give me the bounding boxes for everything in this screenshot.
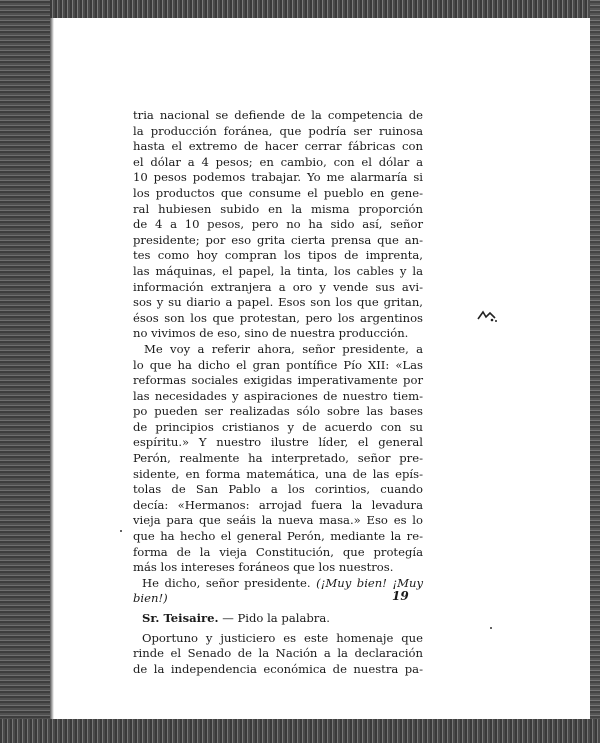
text-line: po pueden ser realizadas sólo sobre las bases bbox=[133, 404, 423, 419]
text-line: las necesidades y aspiraciones de nuestro tiem- bbox=[133, 388, 423, 403]
text-line: 10 pesos podemos trabajar. Yo me alarmaría si bbox=[133, 170, 423, 185]
text-line: ral hubiesen subido en la misma proporción bbox=[133, 201, 423, 216]
speaker-text: — Pido la palabra. bbox=[218, 611, 330, 625]
text-line: más los intereses foráneos que los nuestros. bbox=[133, 560, 394, 575]
text-line: decía: «Hermanos: arrojad fuera la levadura bbox=[133, 497, 423, 512]
text-line: de 4 a 10 pesos, pero no ha sido así, señor bbox=[133, 217, 423, 232]
text-line: Me voy a referir ahora, señor presidente, a bbox=[144, 341, 423, 356]
text-line: Oportuno y justiciero es este homenaje que bbox=[142, 630, 423, 645]
text-line: vieja para que seáis la nueva masa.» Eso es lo bbox=[133, 513, 423, 528]
text-line: Perón, realmente ha interpretado, señor pre- bbox=[133, 451, 423, 466]
text-line: hasta el extremo de hacer cerrar fábricas con bbox=[133, 139, 423, 154]
body-text bbox=[133, 108, 423, 677]
margin-ink-mark bbox=[476, 309, 498, 323]
scan-border-right bbox=[590, 0, 600, 743]
text-line: las máquinas, el papel, la tinta, los cables y la bbox=[133, 263, 423, 278]
closing-text: He dicho, señor presidente. bbox=[142, 575, 311, 590]
text-line: información extranjera a oro y vende sus avi- bbox=[133, 279, 423, 294]
closing-line bbox=[133, 576, 423, 592]
scan-speck bbox=[490, 627, 492, 629]
scan-speck bbox=[120, 530, 122, 532]
text-line: reformas sociales exigidas imperativamente por bbox=[133, 373, 423, 388]
text-line: lo que ha dicho el gran pontífice Pío XII: «Las bbox=[133, 357, 423, 372]
text-line: presidente; por eso grita cierta prensa que an- bbox=[133, 232, 423, 247]
scan-border-bottom bbox=[0, 719, 600, 743]
text-line: sidente, en forma matemática, una de las epís- bbox=[133, 466, 423, 481]
text-line: no vivimos de eso, sino de nuestra producción. bbox=[133, 326, 409, 341]
scan-border-top bbox=[0, 0, 600, 18]
applause-continuation: bien!) bbox=[133, 591, 168, 606]
text-line: tolas de San Pablo a los corintios, cuando bbox=[133, 482, 423, 497]
text-line: de principios cristianos y de acuerdo con su bbox=[133, 419, 423, 434]
text-line: rinde el Senado de la Nación a la declaración bbox=[133, 646, 423, 661]
text-line: el dólar a 4 pesos; en cambio, con el dólar a bbox=[133, 154, 423, 169]
text-line: la producción foránea, que podría ser ruinosa bbox=[133, 123, 423, 138]
text-line: los productos que consume el pueblo en gene- bbox=[133, 185, 423, 200]
applause-text: (¡Muy bien! ¡Muy bbox=[316, 575, 423, 590]
scan-border-left bbox=[0, 0, 50, 743]
text-line: espíritu.» Y nuestro ilustre líder, el general bbox=[133, 435, 423, 450]
text-line: tria nacional se defiende de la competencia de bbox=[133, 108, 423, 122]
text-line: forma de la vieja Constitución, que protegía bbox=[133, 544, 423, 559]
text-line: que ha hecho el general Perón, mediante la re- bbox=[133, 529, 423, 544]
text-line: ésos son los que protestan, pero los argentinos bbox=[133, 310, 423, 325]
page-edge-shadow bbox=[50, 18, 54, 719]
text-line: tes como hoy compran los tipos de imprenta, bbox=[133, 248, 423, 263]
speaker-line bbox=[133, 611, 423, 627]
page-number: 19 bbox=[392, 589, 409, 603]
speaker-name: Sr. Teisaire. bbox=[142, 611, 219, 625]
text-line: de la independencia económica de nuestra pa- bbox=[133, 661, 423, 676]
text-line: sos y su diario a papel. Esos son los que gritan, bbox=[133, 295, 423, 310]
